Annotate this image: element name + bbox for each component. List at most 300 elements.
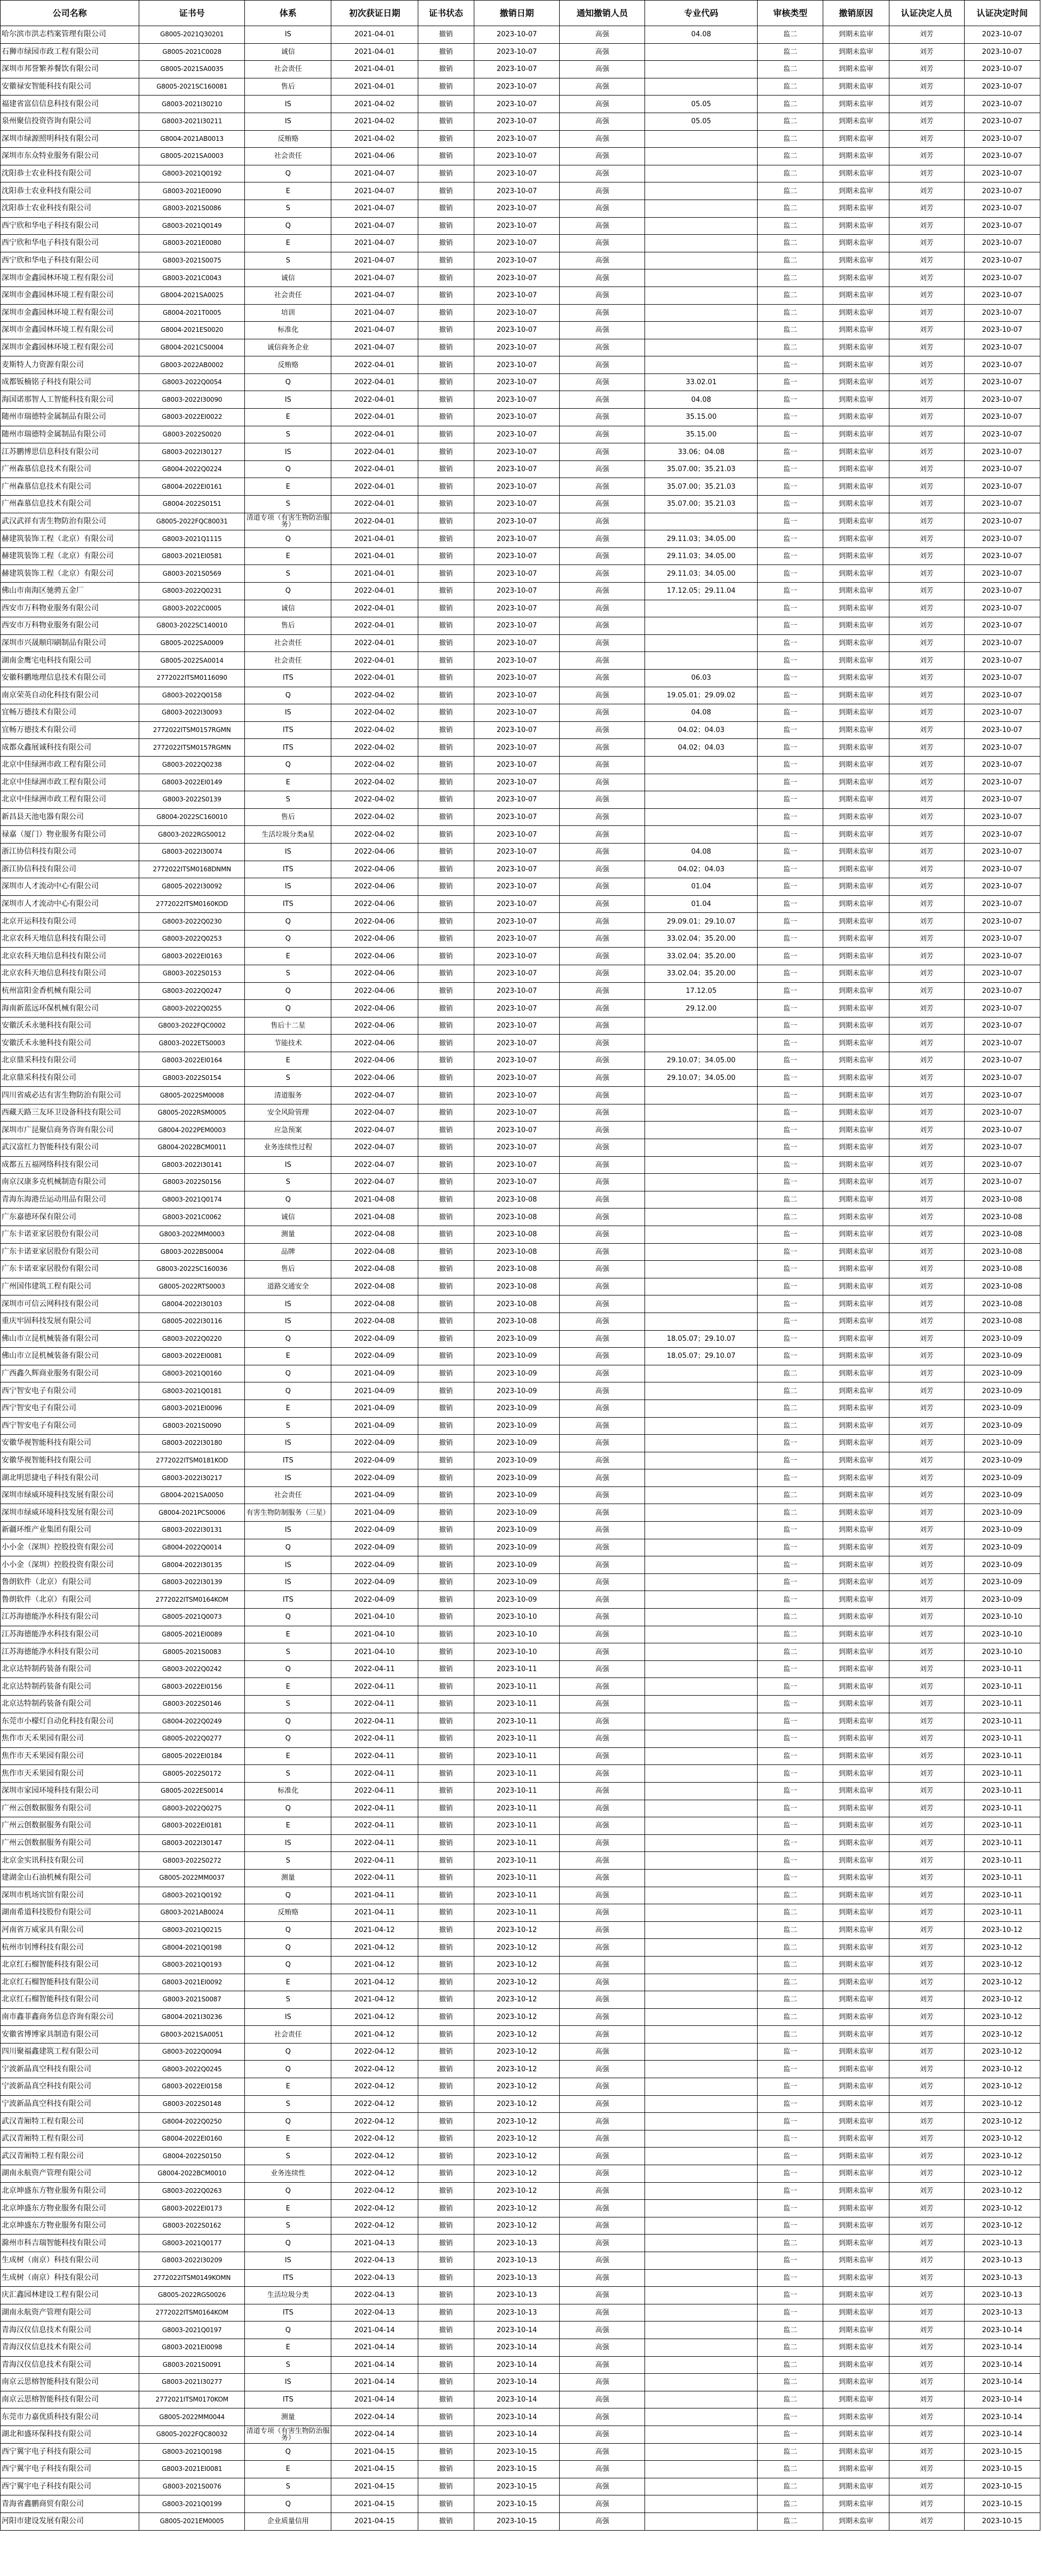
audit-type-cell: 监一 xyxy=(758,2148,823,2165)
reason-cell: 到期未监审 xyxy=(823,304,889,322)
reason-cell: 到期未监审 xyxy=(823,2252,889,2270)
field-code-cell xyxy=(645,1852,758,1870)
audit-type-cell: 监二 xyxy=(758,26,823,44)
notifier-cell: 高强 xyxy=(560,1991,645,2009)
company-cell: 新昌县天池电器有限公司 xyxy=(1,808,139,826)
revoke-date-cell: 2023-10-07 xyxy=(474,808,560,826)
cert-no-cell: G8004-2022EI0161 xyxy=(139,478,245,496)
notifier-cell: 高强 xyxy=(560,982,645,1000)
revoke-date-cell: 2023-10-07 xyxy=(474,1139,560,1157)
notifier-cell: 高强 xyxy=(560,2217,645,2235)
notifier-cell: 高强 xyxy=(560,165,645,182)
initial-date-cell: 2022-04-01 xyxy=(331,634,418,652)
field-code-cell xyxy=(645,1486,758,1504)
revoke-date-cell: 2023-10-07 xyxy=(474,339,560,356)
notifier-cell: 高强 xyxy=(560,322,645,339)
reason-cell: 到期未监审 xyxy=(823,2426,889,2443)
decision-person-cell: 刘芳 xyxy=(889,1365,964,1382)
reason-cell: 到期未监审 xyxy=(823,583,889,600)
audit-type-cell: 监二 xyxy=(758,96,823,113)
status-cell: 撤销 xyxy=(418,1313,474,1330)
company-cell: 深圳市金鑫园林环境工程有限公司 xyxy=(1,287,139,304)
decision-time-cell: 2023-10-07 xyxy=(964,547,1040,565)
system-cell: 诚信商务企业 xyxy=(245,339,331,356)
notifier-cell: 高强 xyxy=(560,1573,645,1591)
initial-date-cell: 2022-04-09 xyxy=(331,1469,418,1487)
status-cell: 撤销 xyxy=(418,1104,474,1122)
audit-type-cell: 监二 xyxy=(758,1956,823,1974)
company-cell: 青海东海港岳运动用品有限公司 xyxy=(1,1191,139,1209)
audit-type-cell: 监二 xyxy=(758,2026,823,2044)
system-cell: 反贿赂 xyxy=(245,130,331,148)
decision-time-cell: 2023-10-07 xyxy=(964,808,1040,826)
decision-person-cell: 刘芳 xyxy=(889,948,964,965)
company-cell: 深圳市金鑫园林环境工程有限公司 xyxy=(1,339,139,356)
revoke-date-cell: 2023-10-07 xyxy=(474,304,560,322)
table-row xyxy=(1,78,1040,96)
audit-type-cell: 监二 xyxy=(758,2495,823,2513)
decision-time-cell: 2023-10-07 xyxy=(964,895,1040,913)
notifier-cell: 高强 xyxy=(560,1191,645,1209)
cert-no-cell: G8005-2021Q30201 xyxy=(139,26,245,44)
revoke-date-cell: 2023-10-12 xyxy=(474,2008,560,2026)
revoke-date-cell: 2023-10-12 xyxy=(474,1974,560,1991)
initial-date-cell: 2022-04-01 xyxy=(331,513,418,530)
table-row xyxy=(1,1243,1040,1261)
initial-date-cell: 2022-04-06 xyxy=(331,843,418,861)
table-row xyxy=(1,1417,1040,1435)
notifier-cell: 高强 xyxy=(560,2165,645,2183)
status-cell: 撤销 xyxy=(418,426,474,443)
field-code-cell xyxy=(645,1122,758,1139)
status-cell: 撤销 xyxy=(418,443,474,461)
cert-no-cell: G8003-2022I30093 xyxy=(139,704,245,722)
cert-no-cell: G8003-2021Q0181 xyxy=(139,1382,245,1400)
system-cell: ITS xyxy=(245,721,331,739)
system-cell: Q xyxy=(245,1330,331,1348)
audit-type-cell: 监一 xyxy=(758,426,823,443)
company-cell: 焦作市天禾果园有限公司 xyxy=(1,1747,139,1765)
table-row xyxy=(1,1522,1040,1539)
system-cell: ITS xyxy=(245,669,331,687)
decision-time-cell: 2023-10-07 xyxy=(964,1087,1040,1104)
revoke-date-cell: 2023-10-09 xyxy=(474,1452,560,1469)
decision-person-cell: 刘芳 xyxy=(889,460,964,478)
decision-time-cell: 2023-10-12 xyxy=(964,2217,1040,2235)
revoke-date-cell: 2023-10-10 xyxy=(474,1626,560,1643)
system-cell: IS xyxy=(245,2252,331,2270)
notifier-cell: 高强 xyxy=(560,1313,645,1330)
initial-date-cell: 2021-04-01 xyxy=(331,78,418,96)
status-cell: 撤销 xyxy=(418,2061,474,2078)
table-row xyxy=(1,165,1040,182)
system-cell: ITS xyxy=(245,2304,331,2321)
status-cell: 撤销 xyxy=(418,1730,474,1748)
system-cell: IS xyxy=(245,1295,331,1313)
reason-cell: 到期未监审 xyxy=(823,1765,889,1783)
cert-no-cell: G8003-2022Q0242 xyxy=(139,1660,245,1678)
company-cell: 西宁智安电子有限公司 xyxy=(1,1400,139,1417)
table-row xyxy=(1,634,1040,652)
header-revoke-reason: 撤销原因 xyxy=(823,1,889,26)
notifier-cell: 高强 xyxy=(560,1104,645,1122)
company-cell: 宁波新晶真空科技有限公司 xyxy=(1,2061,139,2078)
company-cell: 武汉青厢特工程有限公司 xyxy=(1,2113,139,2130)
decision-person-cell: 刘芳 xyxy=(889,1156,964,1174)
cert-no-cell: G8003-2022C0005 xyxy=(139,600,245,617)
decision-time-cell: 2023-10-12 xyxy=(964,2061,1040,2078)
cert-no-cell: G8003-2022Q0263 xyxy=(139,2182,245,2200)
system-cell: ITS xyxy=(245,2269,331,2287)
reason-cell: 到期未监审 xyxy=(823,1348,889,1365)
notifier-cell: 高强 xyxy=(560,43,645,61)
notifier-cell: 高强 xyxy=(560,1243,645,1261)
field-code-cell xyxy=(645,826,758,844)
status-cell: 撤销 xyxy=(418,391,474,409)
audit-type-cell: 监一 xyxy=(758,1000,823,1017)
revoke-date-cell: 2023-10-09 xyxy=(474,1382,560,1400)
initial-date-cell: 2021-04-07 xyxy=(331,252,418,269)
decision-time-cell: 2023-10-07 xyxy=(964,652,1040,670)
system-cell: 社会责任 xyxy=(245,2026,331,2044)
table-row xyxy=(1,478,1040,496)
notifier-cell: 高强 xyxy=(560,1035,645,1052)
reason-cell: 到期未监审 xyxy=(823,2217,889,2235)
reason-cell: 到期未监审 xyxy=(823,26,889,44)
revoke-date-cell: 2023-10-07 xyxy=(474,61,560,78)
table-row xyxy=(1,2443,1040,2461)
revoke-date-cell: 2023-10-07 xyxy=(474,322,560,339)
audit-type-cell: 监二 xyxy=(758,1609,823,1626)
cert-no-cell: G8003-2021I30211 xyxy=(139,113,245,130)
decision-person-cell: 刘芳 xyxy=(889,774,964,791)
status-cell: 撤销 xyxy=(418,339,474,356)
audit-type-cell: 监一 xyxy=(758,1243,823,1261)
decision-time-cell: 2023-10-07 xyxy=(964,1052,1040,1070)
system-cell: IS xyxy=(245,1469,331,1487)
status-cell: 撤销 xyxy=(418,1591,474,1609)
notifier-cell: 高强 xyxy=(560,1678,645,1696)
header-system: 体系 xyxy=(245,1,331,26)
cert-no-cell: G8004-2021SA0050 xyxy=(139,1486,245,1504)
audit-type-cell: 监一 xyxy=(758,1556,823,1574)
notifier-cell: 高强 xyxy=(560,1747,645,1765)
initial-date-cell: 2022-04-13 xyxy=(331,2269,418,2287)
reason-cell: 到期未监审 xyxy=(823,2043,889,2061)
status-cell: 撤销 xyxy=(418,409,474,426)
system-cell: 业务连续性过程 xyxy=(245,1139,331,1157)
revoke-date-cell: 2023-10-07 xyxy=(474,287,560,304)
notifier-cell: 高强 xyxy=(560,2061,645,2078)
reason-cell: 到期未监审 xyxy=(823,1278,889,1295)
notifier-cell: 高强 xyxy=(560,443,645,461)
initial-date-cell: 2021-04-01 xyxy=(331,547,418,565)
reason-cell: 到期未监审 xyxy=(823,1087,889,1104)
reason-cell: 到期未监审 xyxy=(823,634,889,652)
table-row xyxy=(1,982,1040,1000)
audit-type-cell: 监一 xyxy=(758,2130,823,2148)
table-row xyxy=(1,2148,1040,2165)
table-row xyxy=(1,1348,1040,1365)
initial-date-cell: 2022-04-13 xyxy=(331,2287,418,2304)
field-code-cell xyxy=(645,1539,758,1556)
field-code-cell xyxy=(645,1713,758,1730)
table-row xyxy=(1,2304,1040,2321)
company-cell: 河南省万威家具有限公司 xyxy=(1,1921,139,1939)
decision-person-cell: 刘芳 xyxy=(889,1869,964,1887)
status-cell: 撤销 xyxy=(418,600,474,617)
field-code-cell xyxy=(645,1887,758,1904)
reason-cell: 到期未监审 xyxy=(823,1156,889,1174)
notifier-cell: 高强 xyxy=(560,913,645,931)
decision-time-cell: 2023-10-13 xyxy=(964,2304,1040,2321)
system-cell: E xyxy=(245,2130,331,2148)
reason-cell: 到期未监审 xyxy=(823,1887,889,1904)
cert-no-cell: G8004-2021AB0013 xyxy=(139,130,245,148)
audit-type-cell: 监二 xyxy=(758,43,823,61)
audit-type-cell: 监一 xyxy=(758,600,823,617)
initial-date-cell: 2021-04-12 xyxy=(331,1991,418,2009)
field-code-cell xyxy=(645,2443,758,2461)
notifier-cell: 高强 xyxy=(560,878,645,896)
audit-type-cell: 监一 xyxy=(758,1156,823,1174)
initial-date-cell: 2022-04-12 xyxy=(331,2148,418,2165)
cert-no-cell: G8004-2021PCS0006 xyxy=(139,1504,245,1522)
status-cell: 撤销 xyxy=(418,878,474,896)
audit-type-cell: 监一 xyxy=(758,1261,823,1278)
revoke-date-cell: 2023-10-07 xyxy=(474,460,560,478)
initial-date-cell: 2022-04-08 xyxy=(331,1243,418,1261)
status-cell: 撤销 xyxy=(418,669,474,687)
table-row xyxy=(1,96,1040,113)
status-cell: 撤销 xyxy=(418,1556,474,1574)
notifier-cell: 高强 xyxy=(560,1643,645,1661)
initial-date-cell: 2022-04-12 xyxy=(331,2095,418,2113)
revoke-date-cell: 2023-10-07 xyxy=(474,1035,560,1052)
notifier-cell: 高强 xyxy=(560,409,645,426)
cert-no-cell: G8005-2022Q0277 xyxy=(139,1730,245,1748)
header-decision-person: 认证决定人员 xyxy=(889,1,964,26)
reason-cell: 到期未监审 xyxy=(823,2008,889,2026)
company-cell: 赫建筑装饰工程（北京）有限公司 xyxy=(1,565,139,583)
decision-person-cell: 刘芳 xyxy=(889,513,964,530)
table-row xyxy=(1,2374,1040,2391)
initial-date-cell: 2021-04-14 xyxy=(331,2339,418,2356)
company-cell: 海南新蓝远环保机械有限公司 xyxy=(1,1000,139,1017)
field-code-cell: 29.10.07；34.05.00 xyxy=(645,1069,758,1087)
audit-type-cell: 监一 xyxy=(758,1087,823,1104)
decision-time-cell: 2023-10-07 xyxy=(964,1069,1040,1087)
reason-cell: 到期未监审 xyxy=(823,322,889,339)
audit-type-cell: 监一 xyxy=(758,704,823,722)
company-cell: 西藏天路三友环卫设备科技有限公司 xyxy=(1,1104,139,1122)
system-cell: Q xyxy=(245,1382,331,1400)
reason-cell: 到期未监审 xyxy=(823,2461,889,2478)
reason-cell: 到期未监审 xyxy=(823,2026,889,2044)
revoke-date-cell: 2023-10-07 xyxy=(474,478,560,496)
initial-date-cell: 2021-04-14 xyxy=(331,2391,418,2408)
system-cell: Q xyxy=(245,1730,331,1748)
cert-no-cell: G8003-2022I30131 xyxy=(139,1522,245,1539)
reason-cell: 到期未监审 xyxy=(823,373,889,391)
company-cell: 成都众鑫展诚科技有限公司 xyxy=(1,739,139,757)
audit-type-cell: 监一 xyxy=(758,1869,823,1887)
revoke-date-cell: 2023-10-12 xyxy=(474,2113,560,2130)
audit-type-cell: 监一 xyxy=(758,965,823,983)
revoke-date-cell: 2023-10-11 xyxy=(474,1660,560,1678)
cert-no-cell: G8003-2022S0153 xyxy=(139,965,245,983)
notifier-cell: 高强 xyxy=(560,965,645,983)
status-cell: 撤销 xyxy=(418,1000,474,1017)
decision-time-cell: 2023-10-07 xyxy=(964,113,1040,130)
company-cell: 广州国伟建筑工程有限公司 xyxy=(1,1278,139,1295)
initial-date-cell: 2021-04-12 xyxy=(331,1974,418,1991)
decision-person-cell: 刘芳 xyxy=(889,409,964,426)
revoke-date-cell: 2023-10-11 xyxy=(474,1887,560,1904)
status-cell: 撤销 xyxy=(418,861,474,878)
status-cell: 撤销 xyxy=(418,1330,474,1348)
system-cell: S xyxy=(245,1991,331,2009)
revoke-date-cell: 2023-10-07 xyxy=(474,565,560,583)
system-cell: S xyxy=(245,2356,331,2374)
audit-type-cell: 监一 xyxy=(758,2078,823,2096)
revoke-date-cell: 2023-10-11 xyxy=(474,1904,560,1922)
audit-type-cell: 监二 xyxy=(758,61,823,78)
company-cell: 鲁朗软件（北京）有限公司 xyxy=(1,1591,139,1609)
audit-type-cell: 监二 xyxy=(758,2008,823,2026)
table-row xyxy=(1,1904,1040,1922)
notifier-cell: 高强 xyxy=(560,1000,645,1017)
notifier-cell: 高强 xyxy=(560,2078,645,2096)
initial-date-cell: 2022-04-01 xyxy=(331,460,418,478)
reason-cell: 到期未监审 xyxy=(823,478,889,496)
decision-person-cell: 刘芳 xyxy=(889,1417,964,1435)
table-row xyxy=(1,443,1040,461)
decision-person-cell: 刘芳 xyxy=(889,1226,964,1243)
company-cell: 深圳市金鑫园林环境工程有限公司 xyxy=(1,322,139,339)
reason-cell: 到期未监审 xyxy=(823,1139,889,1157)
reason-cell: 到期未监审 xyxy=(823,1939,889,1957)
decision-time-cell: 2023-10-07 xyxy=(964,235,1040,252)
status-cell: 撤销 xyxy=(418,1139,474,1157)
audit-type-cell: 监二 xyxy=(758,2321,823,2339)
reason-cell: 到期未监审 xyxy=(823,182,889,200)
status-cell: 撤销 xyxy=(418,617,474,635)
status-cell: 撤销 xyxy=(418,2287,474,2304)
revoke-date-cell: 2023-10-07 xyxy=(474,583,560,600)
audit-type-cell: 监二 xyxy=(758,1209,823,1226)
notifier-cell: 高强 xyxy=(560,948,645,965)
status-cell: 撤销 xyxy=(418,2113,474,2130)
table-row xyxy=(1,1730,1040,1748)
notifier-cell: 高强 xyxy=(560,1539,645,1556)
table-row xyxy=(1,2043,1040,2061)
cert-no-cell: G8004-2022Q0014 xyxy=(139,1539,245,1556)
system-cell: IS xyxy=(245,704,331,722)
decision-time-cell: 2023-10-11 xyxy=(964,1852,1040,1870)
initial-date-cell: 2022-04-08 xyxy=(331,1278,418,1295)
decision-time-cell: 2023-10-07 xyxy=(964,687,1040,704)
table-row xyxy=(1,530,1040,548)
decision-time-cell: 2023-10-09 xyxy=(964,1591,1040,1609)
notifier-cell: 高强 xyxy=(560,96,645,113)
revoke-date-cell: 2023-10-14 xyxy=(474,2339,560,2356)
reason-cell: 到期未监审 xyxy=(823,530,889,548)
revoke-date-cell: 2023-10-07 xyxy=(474,861,560,878)
status-cell: 撤销 xyxy=(418,1626,474,1643)
reason-cell: 到期未监审 xyxy=(823,356,889,374)
system-cell: S xyxy=(245,1069,331,1087)
decision-time-cell: 2023-10-08 xyxy=(964,1191,1040,1209)
field-code-cell: 35.15.00 xyxy=(645,426,758,443)
decision-time-cell: 2023-10-07 xyxy=(964,269,1040,287)
field-code-cell xyxy=(645,2408,758,2426)
field-code-cell xyxy=(645,2078,758,2096)
field-code-cell: 18.05.07；29.10.07 xyxy=(645,1330,758,1348)
initial-date-cell: 2022-04-02 xyxy=(331,739,418,757)
system-cell: E xyxy=(245,1348,331,1365)
cert-no-cell: G8004-2022BCM0010 xyxy=(139,2165,245,2183)
decision-time-cell: 2023-10-09 xyxy=(964,1435,1040,1452)
table-row xyxy=(1,1191,1040,1209)
decision-time-cell: 2023-10-14 xyxy=(964,2339,1040,2356)
initial-date-cell: 2021-04-07 xyxy=(331,287,418,304)
company-cell: 杭州富阳金香机械有限公司 xyxy=(1,982,139,1000)
company-cell: 石狮市绿园市政工程有限公司 xyxy=(1,43,139,61)
company-cell: 佛山市南海区驰骋五金厂 xyxy=(1,583,139,600)
reason-cell: 到期未监审 xyxy=(823,1556,889,1574)
decision-time-cell: 2023-10-11 xyxy=(964,1765,1040,1783)
audit-type-cell: 监一 xyxy=(758,1330,823,1348)
audit-type-cell: 监二 xyxy=(758,1887,823,1904)
table-row xyxy=(1,373,1040,391)
reason-cell: 到期未监审 xyxy=(823,1174,889,1191)
table-row xyxy=(1,2321,1040,2339)
status-cell: 撤销 xyxy=(418,1295,474,1313)
initial-date-cell: 2022-04-02 xyxy=(331,808,418,826)
reason-cell: 到期未监审 xyxy=(823,1747,889,1765)
decision-person-cell: 刘芳 xyxy=(889,2182,964,2200)
audit-type-cell: 监一 xyxy=(758,1852,823,1870)
cert-no-cell: G8004-2022EI0160 xyxy=(139,2130,245,2148)
audit-type-cell: 监二 xyxy=(758,2339,823,2356)
revoke-date-cell: 2023-10-07 xyxy=(474,1052,560,1070)
decision-time-cell: 2023-10-11 xyxy=(964,1696,1040,1713)
company-cell: 南京云思榕智能科技有限公司 xyxy=(1,2391,139,2408)
notifier-cell: 高强 xyxy=(560,756,645,774)
status-cell: 撤销 xyxy=(418,982,474,1000)
company-cell: 焦作市天禾果园有限公司 xyxy=(1,1730,139,1748)
decision-time-cell: 2023-10-13 xyxy=(964,2252,1040,2270)
status-cell: 撤销 xyxy=(418,1696,474,1713)
reason-cell: 到期未监审 xyxy=(823,2443,889,2461)
status-cell: 撤销 xyxy=(418,1400,474,1417)
notifier-cell: 高强 xyxy=(560,2374,645,2391)
table-row xyxy=(1,1174,1040,1191)
table-row xyxy=(1,513,1040,530)
cert-no-cell: G8003-2022EI0163 xyxy=(139,948,245,965)
initial-date-cell: 2022-04-06 xyxy=(331,878,418,896)
audit-type-cell: 监一 xyxy=(758,2043,823,2061)
company-cell: 佛山市立昆机械装备有限公司 xyxy=(1,1348,139,1365)
table-row xyxy=(1,878,1040,896)
system-cell: 社会责任 xyxy=(245,287,331,304)
table-row xyxy=(1,1122,1040,1139)
revoke-date-cell: 2023-10-07 xyxy=(474,930,560,948)
table-row xyxy=(1,304,1040,322)
reason-cell: 到期未监审 xyxy=(823,1539,889,1556)
table-row xyxy=(1,322,1040,339)
